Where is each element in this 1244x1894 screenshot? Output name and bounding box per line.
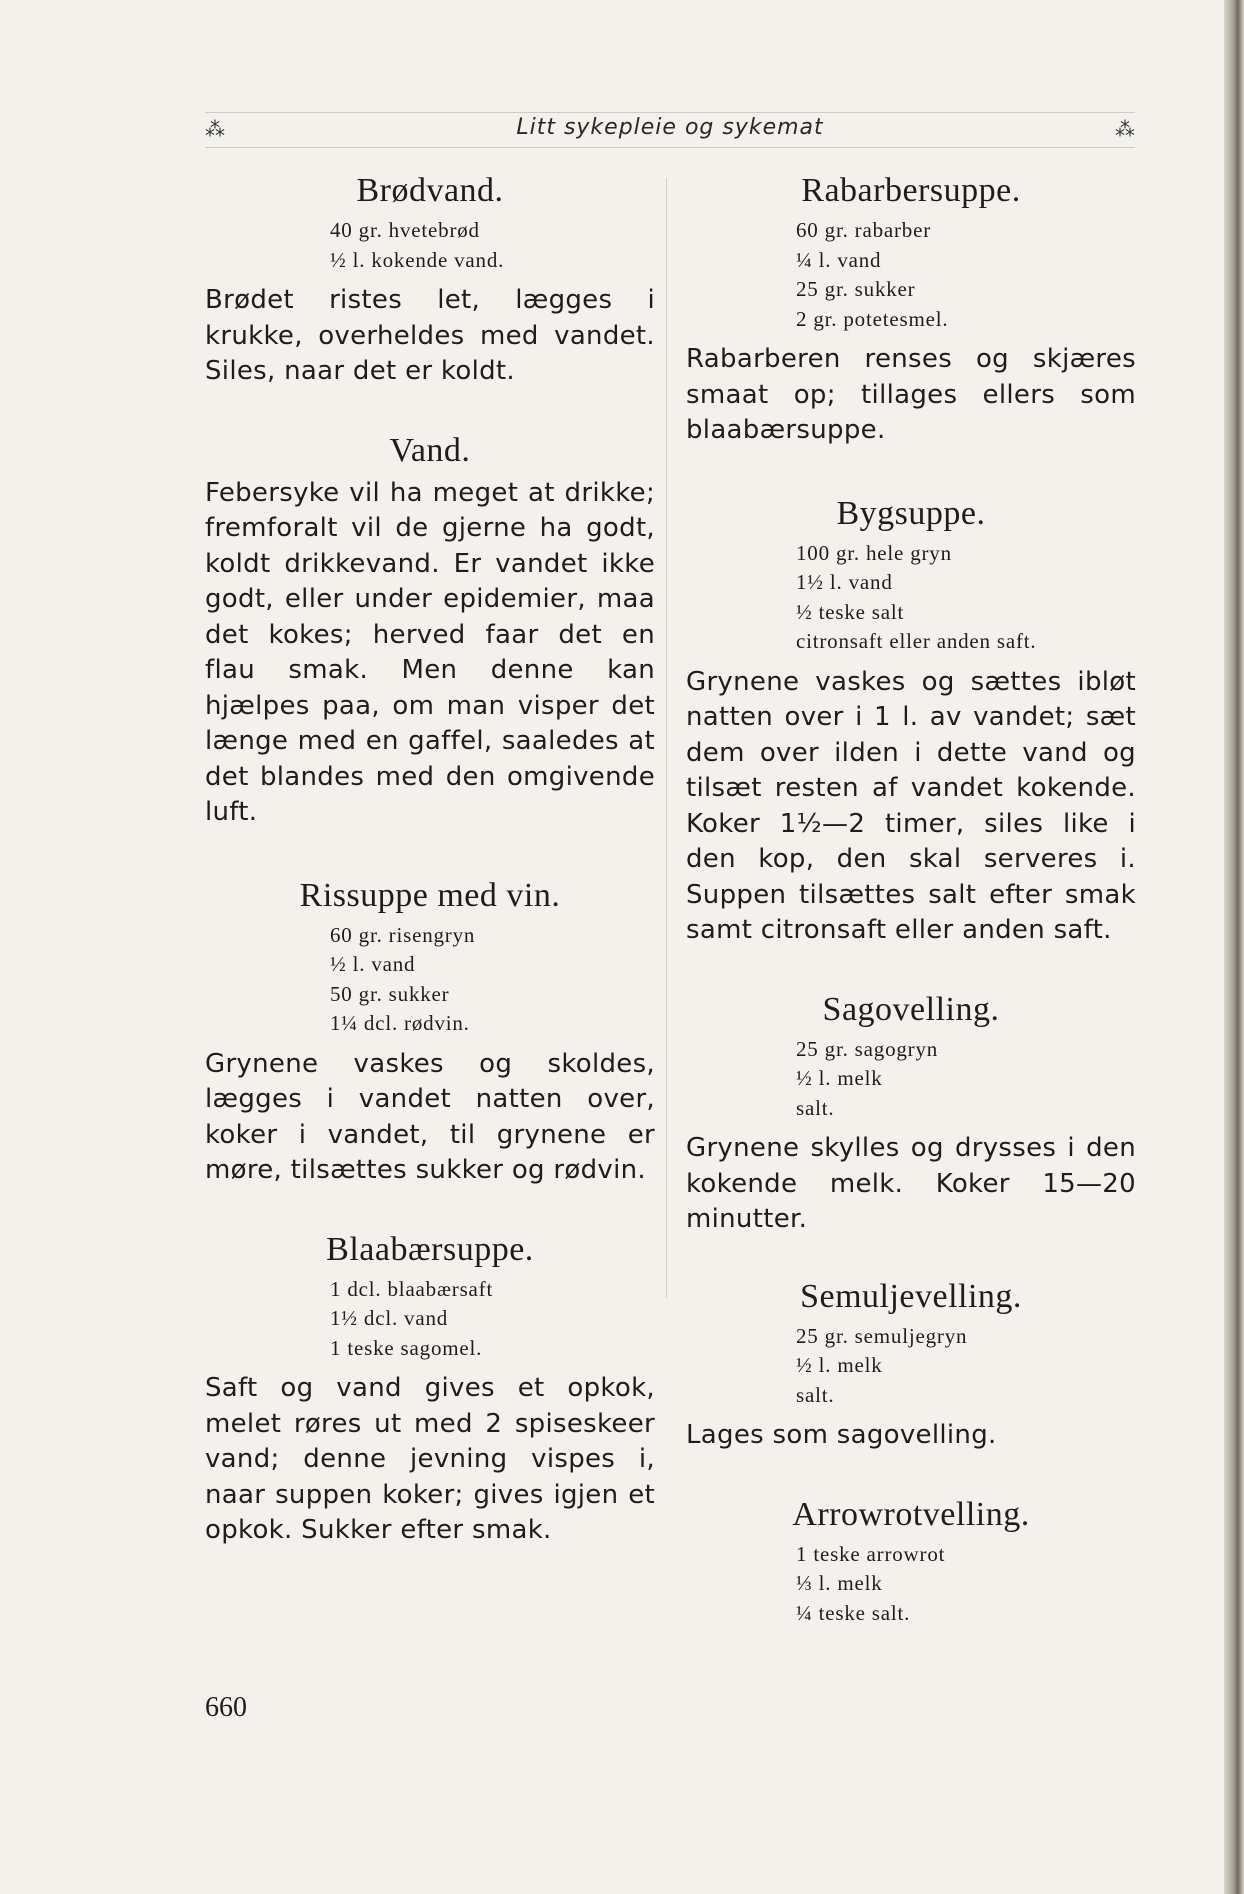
ingredient-list (686, 1322, 1136, 1411)
ingredient-list (686, 1035, 1136, 1124)
ingredient-item: ½ teske salt (796, 599, 905, 624)
ingredient-item: ½ l. melk (796, 1353, 883, 1377)
ingredient-item: ¼ l. vand (796, 247, 882, 272)
ingredient-item: citronsaft eller anden saft. (796, 629, 1037, 653)
recipe-title: Semuljevelling. (800, 1277, 1022, 1315)
ingredient-item: salt. (796, 1095, 835, 1120)
recipe-section (205, 1229, 655, 1549)
ingredient-item: 1¼ dcl. rødvin. (330, 1011, 470, 1035)
recipe-section (205, 430, 655, 831)
page-number: 660 (205, 1692, 247, 1723)
running-header (205, 112, 1135, 148)
recipe-section (205, 875, 655, 1189)
ingredient-item: 25 gr. sukker (796, 277, 916, 301)
ingredient-item: 25 gr. semuljegryn (796, 1323, 968, 1348)
running-title: Litt sykepleie og sykemat (516, 115, 824, 140)
recipe-instructions: Grynene vaskes og sættes ibløt natten over i 1 l. av vandet; sæt dem over ilden i dette vand og tilsæt resten af vandet kokende. Koker 1½—2 timer, siles like i den kop, den skal serveres i. Suppen tilsættes salt efter smak samt citronsaft eller anden saft. (686, 666, 1136, 945)
recipe-section (686, 1276, 1136, 1454)
ingredient-item: 25 gr. sagogryn (796, 1036, 939, 1061)
ingredient-list (686, 216, 1136, 334)
ingredient-list (205, 216, 655, 275)
recipe-instructions: Rabarberen renses og skjæres smaat op; tillages ellers som blaabærsuppe. (686, 344, 1136, 445)
column-divider (666, 178, 667, 1298)
recipe-title: Brødvand. (356, 172, 504, 209)
ingredient-item: ¼ teske salt. (796, 1600, 911, 1625)
recipe-instructions: Grynene skylles og drysses i den kokende melk. Koker 15—20 minutter. (686, 1133, 1136, 1234)
recipe-section (686, 170, 1136, 449)
ingredient-list (205, 1275, 655, 1364)
ingredient-list (686, 539, 1136, 657)
ingredient-item: 1 dcl. blaabærsaft (330, 1276, 494, 1301)
recipe-instructions: Saft og vand gives et opkok, melet røres ut med 2 spiseskeer vand; denne jevning vispes i, naar suppen koker; gives igjen et opkok. Sukker efter smak. (205, 1373, 655, 1545)
ornament-left-icon: ⁂ (205, 119, 225, 141)
ingredient-item: 1½ dcl. vand (330, 1306, 449, 1330)
ingredient-item: ⅓ l. melk (796, 1571, 883, 1595)
ingredient-item: 1 teske arrowrot (796, 1541, 946, 1566)
recipe-title: Bygsuppe. (836, 494, 986, 532)
recipe-instructions: Febersyke vil ha meget at drikke; fremforalt vil de gjerne ha godt, koldt drikkevand. Er vandet ikke godt, eller under epidemier, maa det kokes; herved faar det en flau smak. Men denne kan hjælpes paa, om man visper det længe med en gaffel, saaledes at det blandes med den omgivende luft. (205, 477, 655, 827)
recipe-instructions: Brødet ristes let, lægges i krukke, overheldes med vandet. Siles, naar det er koldt. (205, 285, 655, 386)
ingredient-item: 2 gr. potetesmel. (796, 306, 949, 331)
ingredient-item: 1½ l. vand (796, 570, 893, 594)
recipe-title: Vand. (389, 431, 471, 469)
recipe-instructions: Grynene vaskes og skoldes, lægges i vandet natten over, koker i vandet, til grynene er møre, tilsættes sukker og rødvin. (205, 1048, 655, 1185)
ingredient-item: ½ l. kokende vand. (330, 247, 505, 272)
ingredient-item: 1 teske sagomel. (330, 1335, 483, 1360)
recipe-title: Rissuppe med vin. (299, 876, 561, 914)
recipe-section (205, 170, 655, 390)
ingredient-item: 60 gr. rabarber (796, 218, 932, 242)
ornament-right-icon: ⁂ (1115, 119, 1135, 141)
recipe-title: Blaabærsuppe. (326, 1230, 534, 1268)
left-column (205, 170, 655, 1549)
ingredient-item: salt. (796, 1382, 835, 1407)
ingredient-item: 40 gr. hvetebrød (330, 218, 480, 242)
recipe-title: Sagovelling. (822, 990, 1000, 1028)
right-column (686, 170, 1136, 1636)
ingredient-list (686, 1540, 1136, 1629)
recipe-title: Arrowrotvelling. (792, 1495, 1030, 1533)
ingredient-item: 50 gr. sukker (330, 981, 450, 1006)
recipe-section (686, 989, 1136, 1238)
ingredient-item: ½ l. vand (330, 952, 416, 976)
ingredient-item: 100 gr. hele gryn (796, 540, 952, 565)
recipe-instructions: Lages som sagovelling. (686, 1420, 997, 1450)
page-edge-shadow (1224, 0, 1244, 1894)
recipe-title: Rabarbersuppe. (801, 172, 1021, 209)
ingredient-item: ½ l. melk (796, 1066, 883, 1090)
ingredient-item: 60 gr. risengryn (330, 922, 476, 947)
ingredient-list (205, 921, 655, 1039)
recipe-section (686, 493, 1136, 949)
recipe-section (686, 1494, 1136, 1629)
